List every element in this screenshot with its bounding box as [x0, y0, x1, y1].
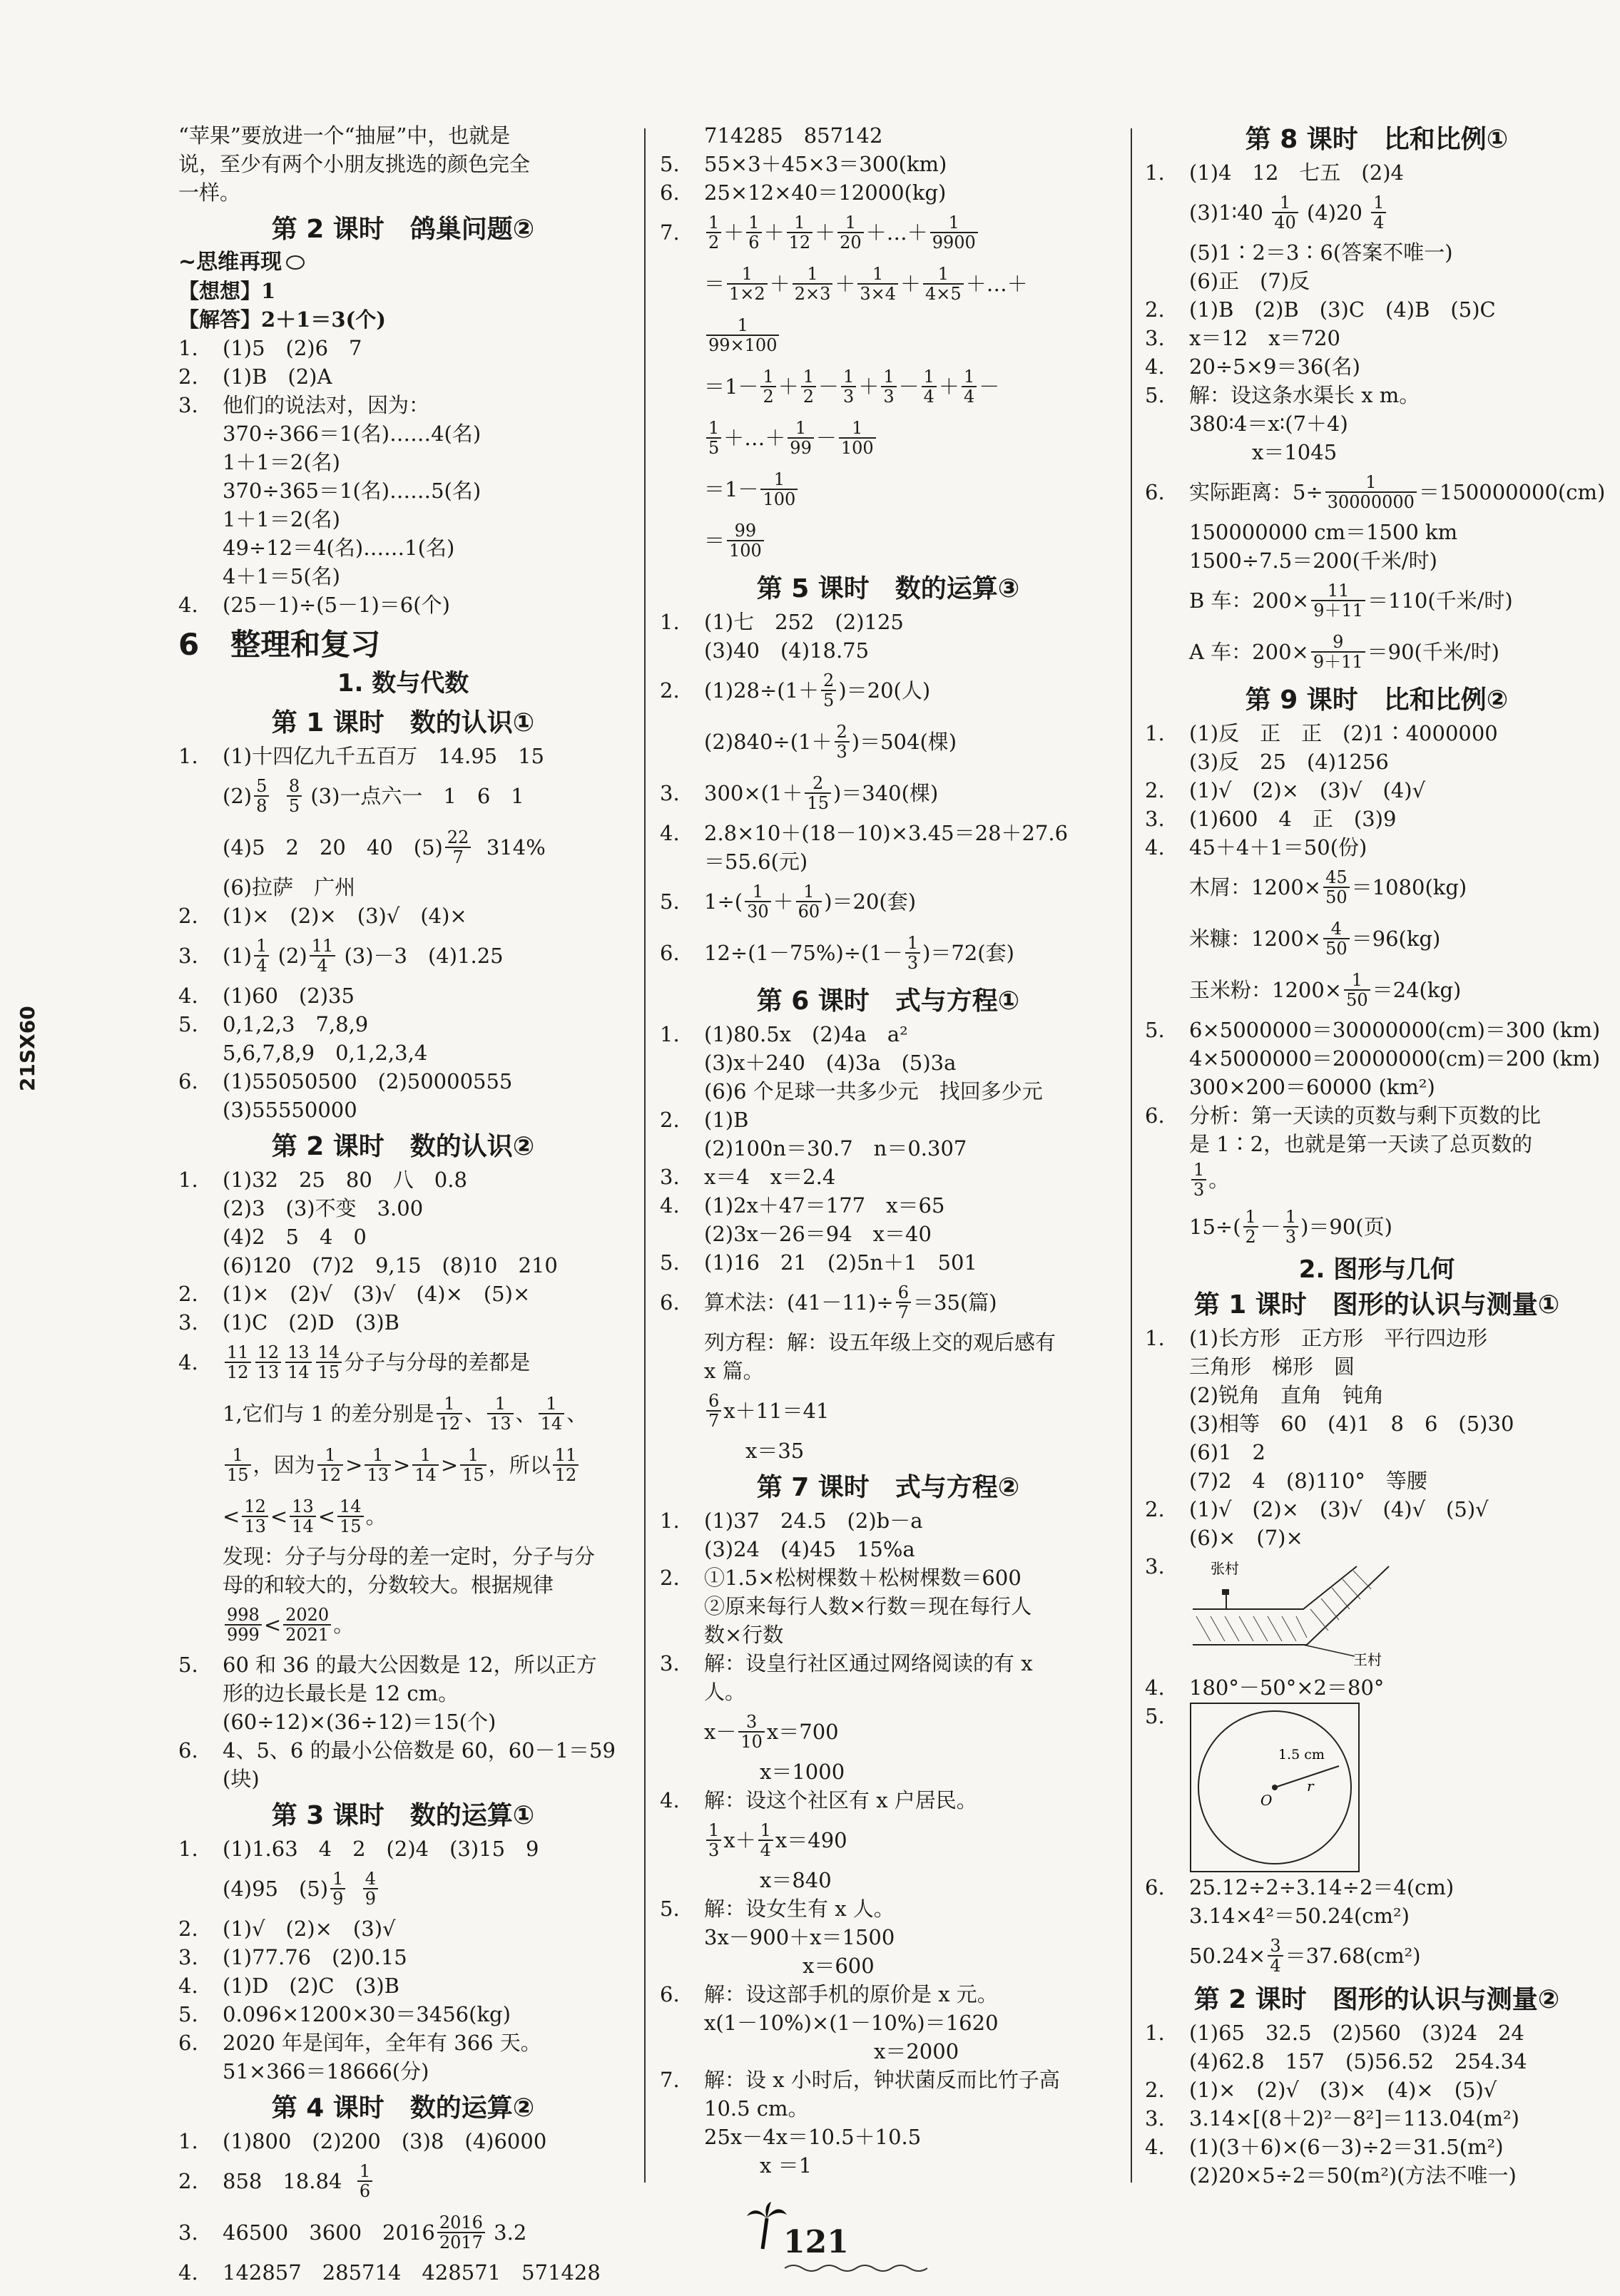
- text-line: (3)55550000: [223, 1098, 357, 1122]
- radius-symbol: r: [1307, 1777, 1314, 1795]
- text-line: 4×5000000＝20000000(cm)＝200 (km): [1189, 1046, 1601, 1071]
- list-item: 3. x＝4 x＝2.4: [660, 1165, 836, 1189]
- text-line: 列方程：解：设五年级上交的观后感有: [704, 1330, 1056, 1354]
- text-line: 1,它们与 1 的差分别是 $\frac{1}{12}$ 、 $\frac{1}{13}$ 、 $\frac{1}{14}$ 、: [223, 1394, 588, 1434]
- list-item: 5. 6×5000000＝30000000(cm)＝300 (km): [1145, 1018, 1601, 1042]
- lesson-title: 第 6 课时 式与方程①: [756, 986, 1020, 1016]
- wave-decoration: [785, 2261, 927, 2275]
- text-line: 50.24× $\frac{3}{4}$ ＝37.68(cm²): [1189, 1936, 1421, 1976]
- list-item: 1. (1)1.63 4 2 (2)4 (3)15 9: [178, 1837, 539, 1861]
- list-item: 2. (1)B: [660, 1108, 749, 1132]
- text-line: (块): [223, 1767, 260, 1791]
- text-line: (3)1∶40 $\frac{1}{40}$ (4)20 $\frac{1}{4}$: [1145, 187, 1609, 238]
- list-item: 6. 25×12×40＝12000(kg): [660, 180, 947, 205]
- list-item: 2. (1)B (2)A: [178, 364, 332, 389]
- text-line: 是 1∶2，也就是第一天读了总页数的: [1189, 1132, 1533, 1156]
- text-line: x＝840: [760, 1868, 832, 1892]
- list-item: 6. 解：设这部手机的原价是 x 元。: [660, 1982, 998, 2006]
- list-item: 6. 分析：第一天读的页数与剩下页数的比: [1145, 1103, 1542, 1128]
- text-line: (4)95 (5) $\frac{1}{9}$ $\frac{4}{9}$: [178, 1863, 628, 1914]
- list-item: 6. 算术法：(41－11)÷ $\frac{6}{7}$ ＝35(篇): [660, 1282, 997, 1322]
- text-line: 一样。: [178, 180, 241, 205]
- text-line: (3)40 (4)18.75: [704, 638, 870, 663]
- fraction: $\frac{22}{7}$: [445, 828, 472, 867]
- text-line: 1＋1＝2(名): [223, 450, 340, 474]
- text-line: (5)1∶2＝3∶6(答案不唯一): [1189, 240, 1453, 265]
- list-item: 4. 2.8×10＋(18－10)×3.45＝28＋27.6: [660, 821, 1069, 845]
- lesson-title: 第 2 课时 鸽巢问题②: [271, 215, 535, 244]
- fraction: $\frac{13}{14}$: [285, 1343, 312, 1382]
- text-line: 数×行数: [704, 1623, 784, 1647]
- lesson-title: 第 1 课时 图形的认识与测量①: [1193, 1290, 1560, 1320]
- text-line: ＝55.6(元): [704, 849, 808, 874]
- column-1: [178, 121, 628, 2287]
- list-item: 6. (1)55050500 (2)50000555: [178, 1069, 513, 1093]
- list-item: 2. (1)√ (2)× (3)√ (4)√ (5)√: [1145, 1497, 1489, 1521]
- list-item: 1. (1)80.5x (2)4a a²: [660, 1022, 908, 1046]
- text-line: 51×366＝18666(分): [223, 2059, 429, 2083]
- text-line: (2) $\frac{5}{8}$ $\frac{8}{5}$ (3)一点六一 1 6 1: [223, 776, 524, 816]
- text-line: 说，至少有两个小朋友挑选的颜色完全: [178, 152, 531, 176]
- list-item: 2. 858 18.84 $\frac{1}{6}$: [178, 2155, 628, 2207]
- text-line: $\frac{1}{15}$ ， 因为 $\frac{1}{12}$ > $\frac{1}{13}$ > $\frac{1}{14}$ > $\frac{1}{15}$ ， 所以 $\frac{11}{12}$: [178, 1439, 628, 1491]
- list-item: 5. 1÷( $\frac{1}{30}$ ＋ $\frac{1}{60}$ )＝20(套): [660, 882, 917, 922]
- text-line: 4＋1＝5(名): [223, 564, 340, 588]
- text-line: 380∶4＝x∶(7＋4): [1189, 412, 1348, 436]
- text-line: (6)6 个足球一共多少元 找回多少元: [704, 1079, 1043, 1103]
- list-item: 4. 20÷5×9＝36(名): [1145, 354, 1360, 379]
- list-item: 5. 解：设女生有 x 人。: [660, 1897, 895, 1921]
- text-line: $\frac{1}{3}$ 。: [1145, 1158, 1609, 1201]
- text-line: 15÷( $\frac{1}{2}$ － $\frac{1}{3}$ )＝90(页): [1189, 1207, 1392, 1247]
- text-line: 25x－4x＝10.5＋10.5: [704, 2125, 922, 2149]
- list-item: 2. ①1.5×松树棵数＋松树棵数＝600: [660, 1566, 1022, 1590]
- fraction: $\frac{11}{4}$: [310, 937, 336, 975]
- list-item: 4. (25－1)÷(5－1)＝6(个): [178, 593, 450, 617]
- text-line: (4)5 2 20 40 (5) $\frac{22}{7}$ 314%: [223, 827, 546, 867]
- lesson-title: 第 3 课时 数的运算①: [271, 1801, 535, 1830]
- text-line: (2)840÷(1＋ $\frac{2}{3}$ )＝504(棵): [704, 722, 957, 762]
- text-line: x ＝1: [760, 2153, 812, 2178]
- list-item: 3. 46500 3600 2016 $\frac{2016}{2017}$ 3.2: [178, 2213, 527, 2252]
- list-item: 2. (1)√ (2)× (3)√: [178, 1917, 396, 1941]
- text-line: < $\frac{12}{13}$ < $\frac{13}{14}$ < $\frac{14}{15}$ 。: [223, 1496, 387, 1536]
- village-label: 王村: [1353, 1651, 1382, 1668]
- text-line: (2)锐角 直角 钝角: [1189, 1383, 1385, 1407]
- column-divider-1: [644, 128, 646, 2183]
- text-line: $\frac{6}{7}$ x＋11＝41: [660, 1385, 1116, 1437]
- village-label: 张村: [1211, 1560, 1239, 1577]
- list-item: 3. 300×(1＋ $\frac{2}{15}$ )＝340(棵): [660, 773, 939, 813]
- lesson-title: 第 2 课时 数的认识②: [271, 1132, 535, 1161]
- text-line: $\frac{1}{3}$ x＋ $\frac{1}{4}$ x＝490: [660, 1815, 1116, 1866]
- list-item: 3. (1)600 4 正 (3)9: [1145, 807, 1397, 831]
- center-label: O: [1260, 1792, 1273, 1809]
- list-item: 4. 45＋4＋1＝50(份): [1145, 835, 1367, 859]
- list-item: 5. 55×3＋45×3＝300(km): [660, 152, 947, 176]
- list-item: 5. 0.096×1200×30＝3456(kg): [178, 2002, 511, 2026]
- column-2: [660, 121, 1116, 2180]
- text-line: (6)正 (7)反: [1189, 269, 1310, 293]
- text-line: 370÷365＝1(名)……5(名): [223, 479, 482, 503]
- list-item: 2. (1)√ (2)× (3)√ (4)√: [1145, 778, 1426, 802]
- list-item: 1. (1)长方形 正方形 平行四边形: [1145, 1326, 1488, 1350]
- list-item: 3. (1)C (2)D (3)B: [178, 1310, 399, 1335]
- lesson-title: 第 1 课时 数的认识①: [271, 708, 535, 738]
- circle-diagram: [1189, 1702, 1360, 1873]
- text-line: (2)3x－26＝94 x＝40: [704, 1222, 932, 1246]
- list-item: 1. (1)5 (2)6 7: [178, 336, 362, 360]
- list-item: 2. (1)× (2)× (3)√ (4)×: [178, 904, 467, 928]
- text-line: $\frac{998}{999}$ < $\frac{2020}{2021}$ 。: [178, 1599, 628, 1650]
- list-item: 7. $\frac{1}{2}$ ＋ $\frac{1}{6}$ ＋ $\frac{1}{12}$ ＋ $\frac{1}{20}$ ＋…＋ $\frac{1}{9900}$: [660, 207, 1116, 258]
- text-line: (2)100n＝30.7 n＝0.307: [704, 1136, 967, 1160]
- lesson-title: 第 7 课时 式与方程②: [756, 1473, 1020, 1502]
- list-item: 3. 解：设皇行社区通过网络阅读的有 x: [660, 1651, 1033, 1675]
- text-line: ②原来每行人数×行数＝现在每行人: [704, 1594, 1032, 1618]
- text-line: x＝35: [745, 1439, 805, 1463]
- text-line: (3)相等 60 (4)1 8 6 (5)30: [1189, 1412, 1514, 1436]
- list-item: 4. 解：设这个社区有 x 户居民。: [660, 1788, 977, 1812]
- list-item: 1. (1)37 24.5 (2)b－a: [660, 1509, 923, 1533]
- text-line: $\frac{1}{99\times 100}$: [660, 310, 1116, 361]
- list-item: 2. (1)× (2)√ (3)× (4)× (5)√: [1145, 2078, 1497, 2102]
- wave-icon: ~: [178, 250, 197, 275]
- text-line: (7)2 4 (8)110° 等腰: [1189, 1469, 1427, 1493]
- list-item: 5. 解：设这条水渠长 x m。: [1145, 383, 1420, 407]
- list-item: 4. (1)(3＋6)×(6－3)÷2＝31.5(m²): [1145, 2135, 1504, 2159]
- text-line: x＝2000: [874, 2039, 959, 2063]
- answer-line: 【解答】2＋1＝3(个): [178, 307, 386, 332]
- text-line: (60÷12)×(36÷12)＝15(个): [223, 1710, 496, 1734]
- lesson-title: 第 2 课时 图形的认识与测量②: [1193, 1985, 1560, 2014]
- list-item: 5. 60 和 36 的最大公因数是 12，所以正方: [178, 1653, 597, 1677]
- list-item: 2. (1)B (2)B (3)C (4)B (5)C: [1145, 297, 1496, 322]
- fraction: $\frac{11}{12}$: [225, 1343, 251, 1382]
- list-item: 1. (1)32 25 80 八 0.8: [178, 1168, 467, 1192]
- list-item: 3. 3.14×[(8＋2)²－8²]＝113.04(m²): [1145, 2106, 1519, 2131]
- fraction: $\frac{8}{5}$: [287, 777, 302, 815]
- text-line: B 车：200× $\frac{11}{9+11}$ ＝110(千米/时): [1189, 581, 1513, 621]
- text-line: 母的和较大的，分数较大。根据规律: [223, 1573, 554, 1597]
- text-line: x(1－10%)×(1－10%)＝1620: [704, 2011, 999, 2035]
- list-item: 6. 12÷(1－75%)÷(1－ $\frac{1}{3}$ )＝72(套): [660, 933, 1014, 973]
- fraction: $\frac{5}{8}$: [254, 777, 269, 815]
- text-line: (6)× (7)×: [1189, 1526, 1303, 1550]
- text-line: (3)x＋240 (4)3a (5)3a: [704, 1051, 957, 1075]
- column-divider-2: [1131, 128, 1132, 2183]
- list-item: 6. 4、5、6 的最小公倍数是 60，60－1＝59: [178, 1738, 616, 1762]
- list-item: 5. (1)16 21 (2)5n＋1 501: [660, 1250, 977, 1275]
- list-item: 1. (1)65 32.5 (2)560 (3)24 24: [1145, 2021, 1524, 2045]
- text-line: (2)3 (3)不变 3.00: [223, 1196, 424, 1220]
- lesson-title: 第 4 课时 数的运算②: [271, 2093, 535, 2123]
- radius-label: 1.5 cm: [1278, 1747, 1325, 1762]
- text-line: 49÷12＝4(名)……1(名): [223, 536, 455, 560]
- text-line: (6)120 (7)2 9,15 (8)10 210: [223, 1253, 558, 1277]
- list-item: 1. (1)七 252 (2)125: [660, 610, 904, 634]
- text-line: 370÷366＝1(名)……4(名): [223, 422, 482, 446]
- list-item: 1. (1)800 (2)200 (3)8 (4)6000: [178, 2129, 547, 2153]
- lesson-title: 第 5 课时 数的运算③: [756, 574, 1020, 603]
- text-line: “苹果”要放进一个“抽屉”中，也就是: [178, 123, 511, 148]
- list-item: 7. 解：设 x 小时后，钟状菌反而比竹子高: [660, 2068, 1060, 2092]
- section-label: ~ 思维再现: [178, 248, 628, 277]
- text-line: x＝1045: [1252, 440, 1338, 464]
- list-item: 2. (1)× (2)√ (3)√ (4)× (5)×: [178, 1282, 531, 1306]
- text-line: 3x－900＋x＝1500: [704, 1925, 895, 1949]
- fraction: $\frac{12}{13}$: [255, 1343, 282, 1382]
- lesson-title: 第 9 课时 比和比例②: [1245, 685, 1509, 715]
- text-line: 1500÷7.5＝200(千米/时): [1189, 549, 1437, 573]
- list-item: 4. $\frac{11}{12}$ $\frac{12}{13}$ $\frac{13}{14}$ $\frac{14}{15}$ 分子与分母的差都是: [178, 1342, 531, 1382]
- text-line: x＝600: [803, 1954, 875, 1978]
- text-line: 形的边长最长是 12 cm。: [223, 1681, 459, 1705]
- text-line: 150000000 cm＝1500 km: [1189, 520, 1458, 544]
- text-line: 三角形 梯形 圆: [1189, 1354, 1355, 1379]
- text-line: (3)24 (4)45 15%a: [704, 1537, 915, 1561]
- text-line: x－ $\frac{3}{10}$ x＝700: [704, 1712, 839, 1752]
- page-number: 121: [783, 2224, 849, 2260]
- text-line: 300×200＝60000 (km²): [1189, 1075, 1435, 1099]
- think-line: 【想想】1: [178, 279, 276, 303]
- unit-subheading: 1. 数与代数: [337, 669, 469, 698]
- text-line: (4)62.8 157 (5)56.52 254.34: [1189, 2049, 1527, 2073]
- book-code: 21SX60: [16, 1006, 39, 1091]
- text-line: 木屑：1200× $\frac{45}{50}$ ＝1080(kg): [1189, 867, 1467, 907]
- text-line: 人。: [704, 1680, 746, 1704]
- column-3: 第 8 课时 比和比例① 1. (1)4 12 七五 (2)4 (3)1∶40 $\frac{1}{40}$ (4)20 $\frac{1}{4}$ (5)1∶2＝3∶6(答案不唯一) (6)正 (7)反 2. (1)B (2)B (3)C (4)B (5)C 3. x＝12 x＝720 4. 20÷5×9＝36(名) 5. 解：设这条水渠长 x m。 380∶4＝x∶(7＋4) x＝1045 6. 实际距离：5÷ $\frac{1}{30000000}$ ＝150000000(cm) 150000000 cm＝1500 km 1500÷7.5＝200(千米/时) B 车：200× $\frac{11}{9+11}$ ＝110(千米/时) A 车：200× $\frac{9}{9+11}$ ＝90(千米/时) 第 9 课时 比和比例② 1. (1)反 正 正 (2)1∶4000000 (3)反 25 (4)1256 2. (1)√ (2)× (3)√ (4)√ 3. (1)600 4 正 (3)9 4. 45＋4＋1＝50(份) 木屑：1200× $\frac{45}{50}$ ＝1080(kg) 米糠：1200× $\frac{4}{50}$ ＝96(kg) 玉米粉：1200× $\frac{1}{50}$ ＝24(kg) 5. 6×5000000＝30000000(cm)＝300 (km) 4×5000000＝20000000(cm)＝200 (km) 300×200＝60000 (km²) 6. 分析：第一天读的页数与剩下页数的比 是 1∶2，也就是第一天读了总页数的 $\frac{1}{3}$ 。 15÷( $\frac{1}{2}$ － $\frac{1}{3}$ )＝90(页) 2. 图形与几何 第 1 课时 图形的认识与测量① 1. (1)长方形 正方形 平行四边形 三角形 梯形 圆 (2)锐角 直角 钝角 (3)相等 60 (4)1 8 6 (5)30 (6)1 2 (7)2 4 (8)110° 等腰 2. (1)√ (2)× (3)√ (4)√ (5)√ (6)× (7)× 3. 张村 王村 4. 180°－50°×2＝80° 5. 1.5 cm O r 6. 25.12÷2÷3.14÷2＝4(cm) 3.14×4²＝50.24(cm²) 50.24× $\frac{3}{4}$ ＝37.68(cm²) 第 2 课时 图形的认识与测量② 1. (1)65 32.5 (2)560 (3)24 24 (4)62.8 157 (5)56.52 254.34 2. (1)× (2)√ (3)× (4)× (5)√ 3. 3.14×[(8＋2)²－8²]＝113.04(m²) 4. (1)(3＋6)×(6－3)÷2＝31.5(m²) (2)20×5÷2＝50(m²)(方法不唯一): [1145, 121, 1609, 2190]
- text-line: ＝ $\frac{99}{100}$: [660, 515, 1116, 566]
- unit-subheading: 2. 图形与几何: [1298, 1255, 1455, 1284]
- text-line: 5,6,7,8,9 0,1,2,3,4: [223, 1041, 428, 1065]
- text-line: ＝1－ $\frac{1}{2}$ ＋ $\frac{1}{2}$ － $\frac{1}{3}$ ＋ $\frac{1}{3}$ － $\frac{1}{4}$ ＋ $\frac{1}{4}$ －: [704, 367, 1000, 407]
- text-line: ＝ $\frac{1}{1\times 2}$ ＋ $\frac{1}{2\times 3}$ ＋ $\frac{1}{3\times 4}$ ＋ $\frac{1}{4\times 5}$ ＋…＋: [704, 264, 1028, 304]
- list-item: 1. (1)4 12 七五 (2)4: [1145, 160, 1404, 185]
- text-line: A 车：200× $\frac{9}{9+11}$ ＝90(千米/时): [1189, 632, 1499, 672]
- text-line: 发现：分子与分母的差一定时，分子与分: [223, 1544, 596, 1568]
- list-item: 4. 142857 285714 428571 571428: [178, 2260, 601, 2285]
- list-item: 3. (1) $\frac{1}{4}$ (2) $\frac{11}{4}$ (3)－3 (4)1.25: [178, 936, 504, 976]
- text-line: x＝1000: [760, 1760, 845, 1784]
- text-line: (2)20×5÷2＝50(m²)(方法不唯一): [1189, 2163, 1517, 2188]
- list-item: 4. (1)D (2)C (3)B: [178, 1974, 399, 1998]
- leaf-icon: [286, 255, 305, 270]
- list-item: 4. 180°－50°×2＝80°: [1145, 1675, 1385, 1700]
- list-item: 4. (1)2x＋47＝177 x＝65: [660, 1193, 945, 1218]
- lesson-title: 第 8 课时 比和比例①: [1245, 125, 1509, 154]
- list-item: 2. (1)28÷(1＋ $\frac{2}{5}$ )＝20(人): [660, 670, 931, 710]
- text-line: ＝1－ $\frac{1}{100}$: [660, 464, 1116, 515]
- list-item: 6. 实际距离：5÷ $\frac{1}{30000000}$ ＝150000000(cm): [1145, 472, 1606, 512]
- list-item: 3. 他们的说法对，因为：: [178, 393, 430, 417]
- fraction: $\frac{14}{15}$: [316, 1343, 342, 1382]
- list-item: 4. (1)60 (2)35: [178, 984, 355, 1008]
- text-line: 米糠：1200× $\frac{4}{50}$ ＝96(kg): [1189, 919, 1441, 959]
- text-line: (6)拉萨 广州: [223, 875, 356, 899]
- text-line: 1＋1＝2(名): [223, 507, 340, 531]
- text-line: (6)1 2: [1189, 1440, 1265, 1464]
- text-line: 玉米粉：1200× $\frac{1}{50}$ ＝24(kg): [1189, 970, 1462, 1010]
- text-line: x 篇。: [704, 1359, 764, 1383]
- text-line: $\frac{1}{5}$ ＋…＋ $\frac{1}{99}$ － $\frac{1}{100}$: [660, 412, 1116, 464]
- unit-heading: 6 整理和复习: [178, 627, 381, 662]
- text-line: (4)2 5 4 0: [223, 1225, 367, 1249]
- palm-tree-icon: [745, 2200, 788, 2250]
- list-item: 5. 0,1,2,3 7,8,9: [178, 1012, 369, 1036]
- list-item: 1. (1)反 正 正 (2)1∶4000000: [1145, 721, 1498, 745]
- text-line: 10.5 cm。: [704, 2096, 809, 2121]
- text-line: (3)反 25 (4)1256: [1189, 750, 1389, 774]
- list-item: 6. 2020 年是闰年，全年有 366 天。: [178, 2031, 541, 2055]
- list-item: 3. x＝12 x＝720: [1145, 326, 1340, 350]
- list-item: 3. (1)77.76 (2)0.15: [178, 1945, 407, 1969]
- fraction: $\frac{1}{4}$: [254, 937, 269, 975]
- text-line: 714285 857142: [704, 123, 883, 148]
- list-item: 1. (1)十四亿九千五百万 14.95 15: [178, 744, 545, 768]
- river-diagram: [1189, 1552, 1403, 1673]
- text-line: 3.14×4²＝50.24(cm²): [1189, 1904, 1410, 1928]
- list-item: 6. 25.12÷2÷3.14÷2＝4(cm): [1145, 1875, 1455, 1899]
